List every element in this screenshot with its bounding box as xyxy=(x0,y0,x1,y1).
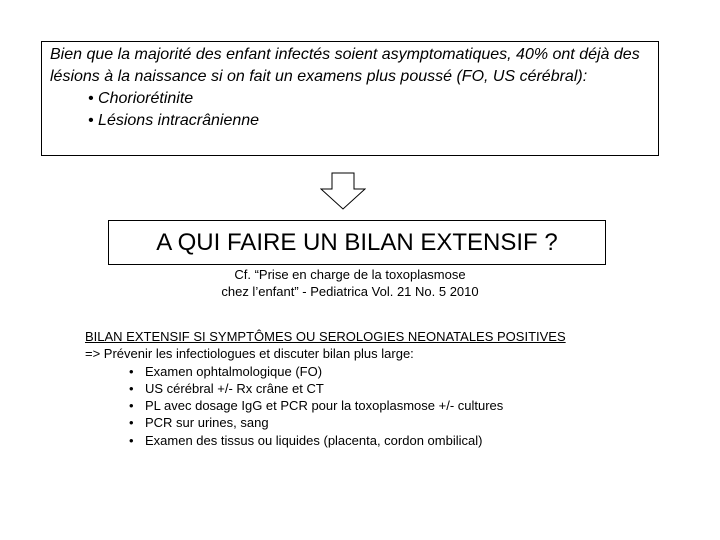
intro-box xyxy=(41,41,659,156)
bilan-section xyxy=(85,328,645,449)
reference-line-2: chez l’enfant” - Pediatrica Vol. 21 No. 5 2010 xyxy=(221,284,479,299)
bilan-list-item: • Examen des tissus ou liquides (placenta, cordon ombilical) xyxy=(129,432,645,449)
heading-box xyxy=(108,220,606,265)
down-arrow-icon xyxy=(320,172,366,210)
intro-bullet-list xyxy=(50,88,650,132)
bilan-list xyxy=(85,363,645,449)
intro-bullet-item: • Lésions intracrânienne xyxy=(88,110,650,132)
bilan-list-item: • Examen ophtalmologique (FO) xyxy=(129,363,645,380)
bilan-list-item: • PL avec dosage IgG et PCR pour la toxoplasmose +/- cultures xyxy=(129,397,645,414)
bilan-title: BILAN EXTENSIF SI SYMPTÔMES OU SEROLOGIES NEONATALES POSITIVES xyxy=(85,329,566,344)
intro-bullet-item: • Choriorétinite xyxy=(88,88,650,110)
bilan-list-item: • US cérébral +/- Rx crâne et CT xyxy=(129,380,645,397)
bilan-list-item: • PCR sur urines, sang xyxy=(129,414,645,431)
heading-text: A QUI FAIRE UN BILAN EXTENSIF ? xyxy=(156,229,558,256)
reference-note xyxy=(180,266,520,300)
reference-line-1: Cf. “Prise en charge de la toxoplasmose xyxy=(234,267,466,282)
bilan-intro: => Prévenir les infectiologues et discuter bilan plus large: xyxy=(85,346,414,362)
intro-paragraph: Bien que la majorité des enfant infectés soient asymptomatiques, 40% ont déjà des lésions à la naissance si on fait un examens plus poussé (FO, US cérébral): xyxy=(50,46,640,85)
